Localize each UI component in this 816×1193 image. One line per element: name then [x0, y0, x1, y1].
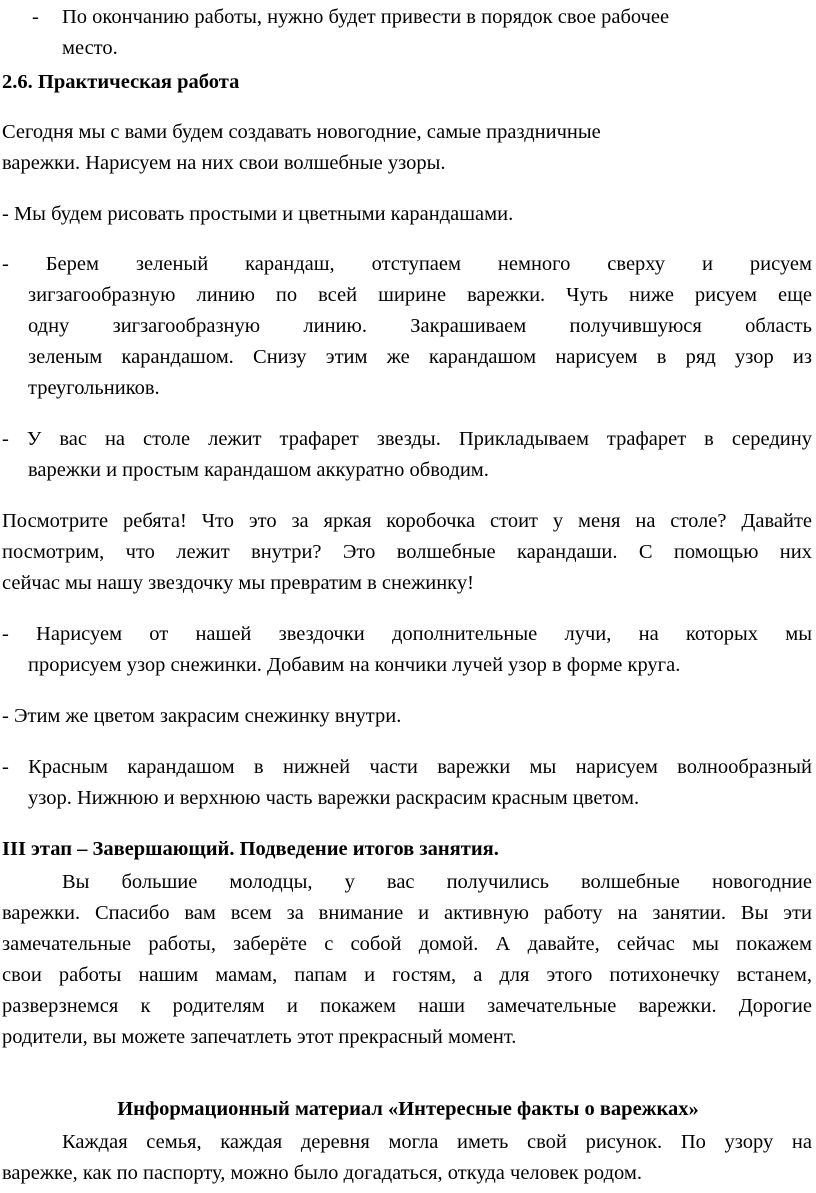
paragraph-2-line-1: Посмотрите ребята! Что это за яркая коробочка стоит у меня на столе? Давайте — [2, 510, 812, 532]
paragraph-2-line-3: сейчас мы нашу звездочку мы превратим в снежинку! — [2, 572, 474, 594]
list-item-1: - Мы будем рисовать простыми и цветными карандашами. — [2, 203, 514, 225]
stage-heading: III этап – Завершающий. Подведение итогов занятия. — [2, 838, 499, 860]
section-heading: 2.6. Практическая работа — [2, 71, 240, 93]
paragraph-3-line-6: родители, вы можете запечатлеть этот прекрасный момент. — [2, 1026, 517, 1048]
intro-item-line-2: место. — [62, 37, 118, 59]
list-item-3-line-2: варежки и простым карандашом аккуратно обводим. — [28, 459, 489, 481]
paragraph-3-line-4: свои работы нашим мамам, папам и гостям, а для этого потихонечку встанем, — [2, 964, 812, 986]
paragraph-3-line-1: Вы большие молодцы, у вас получились волшебные новогодние — [62, 871, 812, 893]
list-item-6-line-2: узор. Нижнюю и верхнюю часть варежки раскрасим красным цветом. — [28, 787, 640, 809]
paragraph-3-line-3: замечательные работы, заберёте с собой домой. А давайте, сейчас мы покажем — [2, 933, 812, 955]
paragraph-2-line-2: посмотрим, что лежит внутри? Это волшебные карандаши. С помощью них — [2, 541, 812, 563]
list-item-2-line-5: треугольников. — [28, 377, 160, 399]
list-item-6-line-1: - Красным карандашом в нижней части варежки мы нарисуем волнообразный — [2, 756, 812, 778]
paragraph-3-line-2: варежки. Спасибо вам всем за внимание и активную работу на занятии. Вы эти — [2, 902, 812, 924]
paragraph-3-line-5: разверзнемся к родителям и покажем наши замечательные варежки. Дорогие — [2, 995, 812, 1017]
list-item-4-line-1: - Нарисуем от нашей звездочки дополнительные лучи, на которых мы — [2, 623, 812, 645]
list-item-5: - Этим же цветом закрасим снежинку внутри. — [2, 705, 402, 727]
list-item-2-line-2: зигзагообразную линию по всей ширине варежки. Чуть ниже рисуем еще — [28, 284, 812, 306]
list-item-3-line-1: - У вас на столе лежит трафарет звезды. Прикладываем трафарет в середину — [2, 428, 812, 450]
intro-item-dash: - — [32, 6, 39, 28]
paragraph-1-line-2: варежки. Нарисуем на них свои волшебные узоры. — [2, 152, 446, 174]
list-item-4-line-2: прорисуем узор снежинки. Добавим на кончики лучей узор в форме круга. — [28, 654, 681, 676]
info-heading: Информационный материал «Интересные факты о варежках» — [117, 1098, 699, 1120]
paragraph-1-line-1: Сегодня мы с вами будем создавать новогодние, самые праздничные — [2, 121, 601, 143]
list-item-2-line-3: одну зигзагообразную линию. Закрашиваем получившуюся область — [28, 315, 812, 337]
list-item-2-line-4: зеленым карандашом. Снизу этим же карандашом нарисуем в ряд узор из — [28, 346, 812, 368]
paragraph-4-line-1: Каждая семья, каждая деревня могла иметь свой рисунок. По узору на — [62, 1131, 812, 1153]
paragraph-4-line-2: варежке, как по паспорту, можно было догадаться, откуда человек родом. — [2, 1162, 642, 1184]
intro-item-line-1: По окончанию работы, нужно будет привести в порядок свое рабочее — [62, 6, 670, 28]
list-item-2-line-1: - Берем зеленый карандаш, отступаем немного сверху и рисуем — [2, 253, 812, 275]
